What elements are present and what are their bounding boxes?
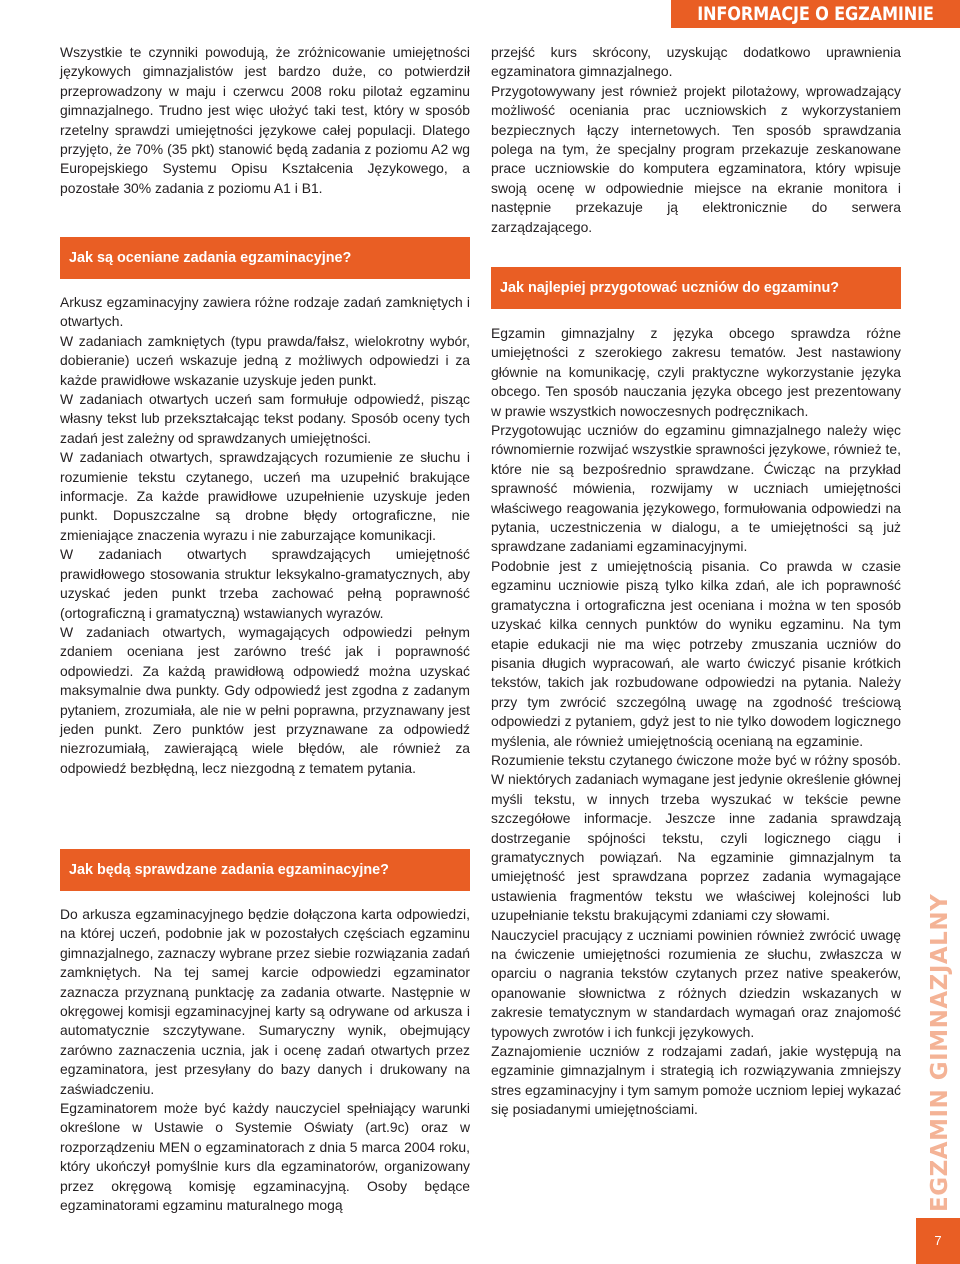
paragraph: W zadaniach zamkniętych (typu prawda/fałsz, wielokrotny wybór, dobieranie) uczeń wskazuje jedną z możliwych odpowiedzi i za każde prawidłowe wskazanie uzyskuje jeden punkt. [60,332,470,388]
paragraph: Podobnie jest z umiejętnością pisania. Co prawda w czasie egzaminu uczniowie piszą tylko kilka zdań, ale ich poprawność gramatyczna i ortograficzna jest oceniana i można w ten sposób uzyskać kilka cennych punktów do wyniku egzaminu. Na tym etapie edukacji nie ma więc potrzeby zmuszania uczniów do pisania długich wypracowań, ale warto ćwiczyć pisanie krótkich tekstów, takich jak rozbudowane odpowiedzi na pytania. Należy przy tym zwrócić szczególną uwagę na zgodność treściową odpowiedzi z pytaniem, gdyż jest to nie tylko dowodem logicznego myślenia, ale również umiejętnością ocenianą na egzaminie. [491,557,901,749]
paragraph: Egzamin gimnazjalny z języka obcego sprawdza różne umiejętności z szerokiego zakresu tematów. Jest nastawiony głównie na komunikację, czyli praktyczne wykorzystanie języka obcego. Ten sposób nauczania języka obcego jest prezentowany w prawie wszystkich nowoczesnych podręcznikach. [491,325,901,419]
paragraph: W zadaniach otwartych, sprawdzających rozumienie ze słuchu i rozumienie tekstu czytanego, uczeń ma uzupełnić brakujące informacje. Za każde prawidłowe uzupełnienie uzyskuje jeden punkt. Dopuszczalne są drobne błędy ortograficzne, nie zmieniające znaczenia wyrazu i nie zaburzające komunikacji. [60,449,470,543]
paragraph: Arkusz egzaminacyjny zawiera różne rodzaje zadań zamkniętych i otwartych. [60,294,470,330]
left-intro [60,43,470,198]
heading-checking: Jak będą sprawdzane zadania egzaminacyjne? [60,849,470,891]
paragraph: W zadaniach otwartych sprawdzających umiejętność prawidłowego stosowania struktur leksykalno-gramatycznych, aby uzyskać jeden punkt trzeba zachować pełną poprawność (ortograficzną i gramatyczną) wstawianych wyrazów. [60,546,470,621]
left-section-evaluation [60,293,470,778]
page-number: 7 [916,1218,960,1264]
left-section-checking [60,905,470,1216]
paragraph: Do arkusza egzaminacyjnego będzie dołączona karta odpowiedzi, na której uczeń, podobnie jak w pozostałych częściach egzaminu gimnazjalnego, zaznaczy wybrane przez siebie rozwiązania zadań zamkniętych. Na tej samej karcie odpowiedzi egzaminator zaznacza przyznaną punktację za zadania otwarte. Następnie w okręgowej komisji egzaminacyjnej karty są odrywane od arkusza i automatycznie szczytywane. Sumaryczny wynik, obejmujący zarówno zaznaczenia ucznia, jak i ocenę zadań otwartych przez egzaminatora, jest przesyłany do bazy danych i drukowany na zaświadczeniu. [60,906,470,1097]
right-section-preparation [491,324,901,1120]
side-label: EGZAMIN GIMNAZJALNY [927,893,953,1212]
paragraph: Rozumienie tekstu czytanego ćwiczone może być w różny sposób. W niektórych zadaniach wymagane jest jedynie określenie głównej myśli tekstu, w innych trzeba wyszukać w tekście pewne szczegółowe informacje. Jeszcze inne zadania sprawdzają dostrzeganie spójności tekstu, czyli logicznego ciągu i gramatycznych powiązań. Na egzaminie gimnazjalnym ta umiejętność jest sprawdzana poprzez zadania wymagające ustawienia fragmentów tekstu we właściwej kolejności lub uzupełnianie tekstu brakującymi zdaniami czy słowami. [491,751,901,924]
right-intro [491,43,901,237]
paragraph: Przygotowując uczniów do egzaminu gimnazjalnego należy więc równomiernie rozwijać wszystkie sprawności językowe, również te, które nie są bezpośrednio sprawdzane. Ćwicząc na przykład sprawność mówienia, rozwijamy w uczniach umiejętności właściwego reagowania językowego, formułowania odpowiedzi na pytania, uczestniczenia w dialogu, a te umiejętności są już sprawdzane zadaniami egzaminacyjnymi. [491,422,901,555]
heading-preparation: Jak najlepiej przygotować uczniów do egzaminu? [491,267,901,309]
paragraph: Przygotowywany jest również projekt pilotażowy, wprowadzający możliwość oceniania prac uczniowskich z wykorzystaniem bezpiecznych łączy internetowych. Ten sposób sprawdzania polega na tym, że specjalny program przekazuje zeskanowane prace uczniowskie do komputera egzaminatora, który wpisuje swoją ocenę w odpowiednie miejsce na ekranie monitora i następnie przekazuje ją elektronicznie do serwera zarządzającego. [491,82,901,235]
paragraph: Nauczyciel pracujący z uczniami powinien również zwrócić uwagę na ćwiczenie umiejętności rozumienia ze słuchu, zwłaszcza w oparciu o nagrania tekstów czytanych przez native speakerów, opanowanie słownictwa z różnych dziedzin wskazanych w zakresie tematycznym w standardach wymagań oraz znajomość typowych zwrotów i ich funkcji językowych. [491,926,901,1040]
paragraph: W zadaniach otwartych, wymagających odpowiedzi pełnym zdaniem oceniana jest zarówno treść jak i poprawność odpowiedzi. Za każdą prawidłową odpowiedź można uzyskać maksymalnie dwa punkty. Gdy odpowiedź jest zgodna z zadanym pytaniem, zrozumiała, ale nie w pełni poprawna, przyznawany jest jeden punkt. Zero punktów jest przyznawane za odpowiedź niezrozumiałą, zawierającą wiele błędów, ale również za odpowiedź bezbłędną, lecz niezgodną z tematem pytania. [60,623,470,776]
paragraph: przejść kurs skrócony, uzyskując dodatkowo uprawnienia egzaminatora gimnazjalnego. [491,44,901,80]
paragraph: W zadaniach otwartych uczeń sam formułuje odpowiedź, pisząc własny tekst lub przekształcając tekst podany. Sposób oceny tych zadań jest zależny od sprawdzanych umiejętności. [60,391,470,446]
paragraph: Zaznajomienie uczniów z rodzajami zadań, jakie występują na egzaminie gimnazjalnym i strategią ich rozwiązywania zmniejszy stres egzaminacyjny i tym samym pomoże uczniom lepiej wykazać się posiadanymi umiejętnościami. [491,1043,901,1118]
paragraph: Egzaminatorem może być każdy nauczyciel spełniający warunki określone w Ustawie o Systemie Oświaty (art.9c) oraz w rozporządzeniu MEN o egzaminatorach z dnia 5 marca 2004 roku, który ukończył pomyślnie kurs dla egzaminatorów, organizowany przez okręgową komisję egzaminacyjną. Osoby będące egzaminatorami egzaminu maturalnego mogą [60,1100,470,1214]
heading-evaluation: Jak są oceniane zadania egzaminacyjne? [60,237,470,279]
intro-paragraph: Wszystkie te czynniki powodują, że zróżnicowanie umiejętności językowych gimnazjalistów jest bardzo duże, co potwierdził przeprowadzony w maju i czerwcu 2008 roku pilotaż egzaminu gimnazjalnego. Trudno jest więc ułożyć taki test, który w sposób rzetelny sprawdzi umiejętności językowe całej populacji. Dlatego przyjęto, że 70% (35 pkt) stanowić będą zadania z poziomu A2 wg Europejskiego Systemu Opisu Kształcenia Językowego, a pozostałe 30% zadania z poziomu A1 i B1. [60,44,470,196]
section-header: INFORMACJE O EGZAMINIE [671,0,960,28]
